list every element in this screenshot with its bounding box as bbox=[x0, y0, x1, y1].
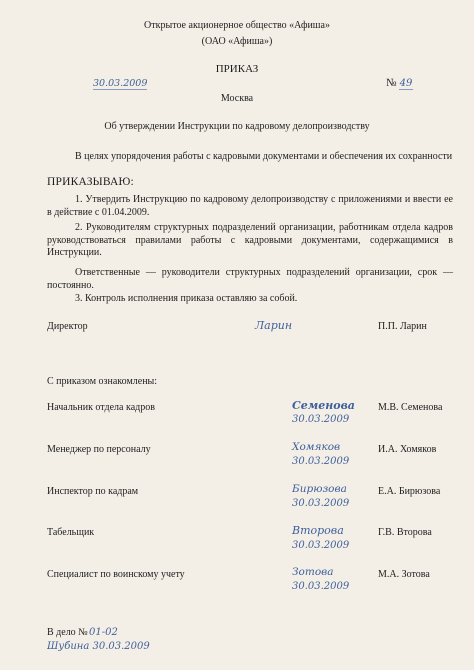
org-full-name: Открытое акционерное общество «Афиша» bbox=[144, 20, 330, 31]
item-1: 1. Утвердить Инструкцию по кадровому делопроизводству с приложениями и ввести ее в действие с 01.04.2009. bbox=[47, 194, 453, 218]
acquainted-label: С приказом ознакомлены: bbox=[47, 376, 158, 387]
director-name: П.П. Ларин bbox=[378, 321, 427, 332]
doc-number: 49 bbox=[399, 78, 413, 89]
list-item-date: 30.03.2009 bbox=[292, 456, 350, 467]
org-short-name: (ОАО «Афиша») bbox=[201, 36, 273, 47]
list-item-date: 30.03.2009 bbox=[292, 414, 350, 425]
list-item-position: Специалист по воинскому учету bbox=[47, 569, 185, 580]
director-signature: Ларин bbox=[255, 319, 293, 332]
list-item-signature: Бирюзова bbox=[292, 483, 347, 495]
list-item-signature: Хомяков bbox=[292, 441, 341, 453]
list-item-position: Начальник отдела кадров bbox=[47, 402, 155, 413]
list-item-signature: Второва bbox=[292, 524, 344, 537]
doc-type: ПРИКАЗ bbox=[215, 63, 259, 75]
order-word: ПРИКАЗЫВАЮ: bbox=[47, 176, 134, 188]
list-item-date: 30.03.2009 bbox=[292, 498, 350, 509]
list-item-position: Менеджер по персоналу bbox=[47, 444, 151, 455]
list-item-name: М.В. Семенова bbox=[378, 402, 443, 413]
director-title: Директор bbox=[47, 321, 88, 332]
archive-signature-date: Шубина 30.03.2009 bbox=[47, 641, 150, 652]
item-2: 2. Руководителям структурных подразделений организации, работникам отдела кадров руководствоваться правилами работы с кадровыми документами, содержащимися в Инструкции. bbox=[47, 222, 453, 258]
doc-number-label: № bbox=[386, 77, 397, 89]
intro-paragraph: В целях упорядочения работы с кадровыми документами и обеспечения их сохранности bbox=[75, 151, 453, 162]
doc-subject: Об утверждении Инструкции по кадровому делопроизводству bbox=[104, 121, 370, 132]
list-item-date: 30.03.2009 bbox=[292, 581, 350, 592]
archive-label: В дело № bbox=[47, 627, 88, 638]
list-item-name: Г.В. Второва bbox=[378, 527, 432, 538]
item-3: 3. Контроль исполнения приказа оставляю за собой. bbox=[75, 293, 298, 304]
list-item-date: 30.03.2009 bbox=[292, 540, 350, 551]
item-2-responsible: Ответственные — руководители структурных подразделений организации, срок — постоянно. bbox=[47, 267, 453, 291]
list-item-name: Е.А. Бирюзова bbox=[378, 486, 441, 497]
archive-case-number: 01-02 bbox=[89, 627, 118, 638]
list-item-position: Инспектор по кадрам bbox=[47, 486, 139, 497]
doc-city: Москва bbox=[220, 93, 254, 104]
list-item-signature: Семенова bbox=[292, 399, 355, 412]
list-item-name: И.А. Хомяков bbox=[378, 444, 437, 455]
doc-date: 30.03.2009 bbox=[93, 78, 148, 89]
list-item-signature: Зотова bbox=[292, 566, 334, 578]
list-item-name: М.А. Зотова bbox=[378, 569, 430, 580]
list-item-position: Табельщик bbox=[47, 527, 95, 538]
